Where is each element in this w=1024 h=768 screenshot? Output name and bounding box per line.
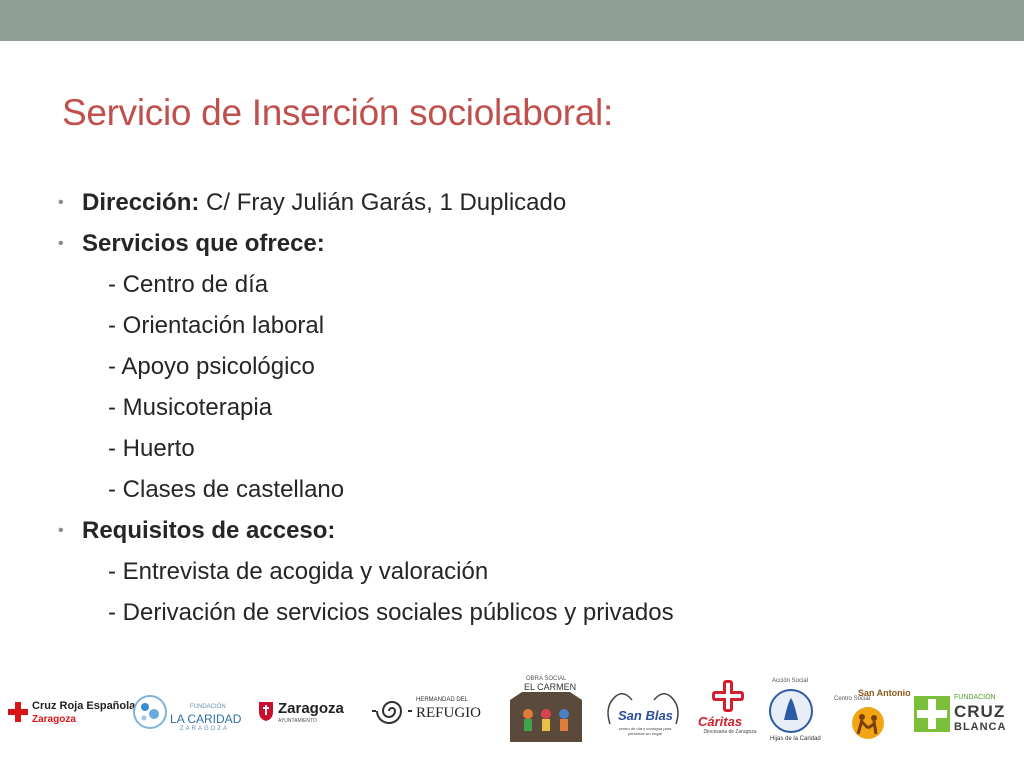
- zaragoza-name: Zaragoza: [278, 700, 344, 717]
- people-icon: [846, 706, 890, 740]
- cruz-roja-sub: Zaragoza: [32, 714, 76, 725]
- services-label: Servicios que ofrece:: [82, 230, 325, 257]
- bubbles-icon: [132, 694, 168, 730]
- san-blas-logo: [602, 686, 684, 744]
- refugio-small: HERMANDAD DEL: [416, 697, 469, 703]
- bullet-icon: •: [58, 235, 64, 252]
- hijas-name: Hijas de la Caridad: [770, 736, 821, 742]
- address-line: [58, 186, 998, 227]
- requirement-item: - Derivación de servicios sociales públicos y privados: [108, 599, 674, 626]
- bullet-icon: •: [58, 194, 64, 211]
- address-label: Dirección:: [82, 189, 200, 216]
- red-cross-icon: [8, 702, 28, 722]
- la-caridad-name: LA CARIDAD: [170, 712, 242, 726]
- caritas-logo: [692, 678, 764, 738]
- cruz-roja-logo: [8, 698, 136, 732]
- el-carmen-logo: [508, 676, 584, 742]
- la-caridad-sub: ZARAGOZA: [180, 726, 230, 732]
- zaragoza-logo: [258, 698, 350, 732]
- service-item: - Apoyo psicológico: [108, 353, 315, 380]
- san-antonio-small: Centro Social: [834, 696, 871, 702]
- san-blas-name: San Blas: [618, 708, 673, 723]
- service-item: - Orientación laboral: [108, 312, 325, 339]
- partner-logos: [0, 668, 1024, 768]
- el-carmen-small: OBRA SOCIAL: [526, 676, 567, 682]
- cruz-blanca-small: FUNDACIÓN: [954, 694, 996, 701]
- bullet-icon: •: [58, 522, 64, 539]
- service-item: - Clases de castellano: [108, 476, 345, 503]
- requirement-item: - Entrevista de acogida y valoración: [108, 558, 489, 585]
- hijas-small: Acción Social: [772, 678, 809, 684]
- refugio-logo: [372, 694, 484, 730]
- address-value: C/ Fray Julián Garás, 1 Duplicado: [199, 189, 567, 216]
- la-caridad-small: FUNDACIÓN: [190, 704, 226, 710]
- cruz-roja-name: Cruz Roja Española: [32, 700, 136, 712]
- service-item: - Huerto: [108, 435, 195, 462]
- cruz-blanca-logo: [914, 694, 1018, 738]
- cruz-blanca-name: CRUZ: [954, 702, 1006, 721]
- praying-hands-icon: [768, 688, 814, 734]
- services-heading: [58, 227, 998, 268]
- hijas-caridad-logo: [764, 678, 826, 750]
- requirements-heading: [58, 514, 998, 555]
- caritas-name: Cáritas: [698, 714, 743, 729]
- service-item: - Centro de día: [108, 271, 269, 298]
- slide-body: [58, 186, 998, 637]
- requirements-label: Requisitos de acceso:: [82, 517, 336, 544]
- san-antonio-name: San Antonio: [858, 688, 911, 698]
- el-carmen-name: EL CARMEN: [524, 682, 577, 692]
- house-figures-icon: [508, 690, 584, 742]
- green-cross-icon: [914, 696, 950, 732]
- san-antonio-logo: [834, 688, 911, 744]
- refugio-name: REFUGIO: [416, 705, 482, 721]
- cruz-blanca-sub: BLANCA: [954, 721, 1007, 733]
- caritas-sub: Diocesana de Zaragoza: [703, 729, 757, 735]
- top-bar: [0, 0, 1024, 41]
- shield-icon: [258, 701, 274, 721]
- slide-title: Servicio de Inserción sociolaboral:: [62, 92, 613, 133]
- la-caridad-logo: [132, 690, 242, 740]
- san-blas-sub: centro de día y consigna para personas sin hogar: [618, 726, 672, 736]
- service-item: - Musicoterapia: [108, 394, 273, 421]
- spiral-icon: [372, 696, 412, 726]
- caritas-cross-icon: [710, 678, 746, 714]
- zaragoza-sub: AYUNTAMIENTO: [278, 718, 317, 724]
